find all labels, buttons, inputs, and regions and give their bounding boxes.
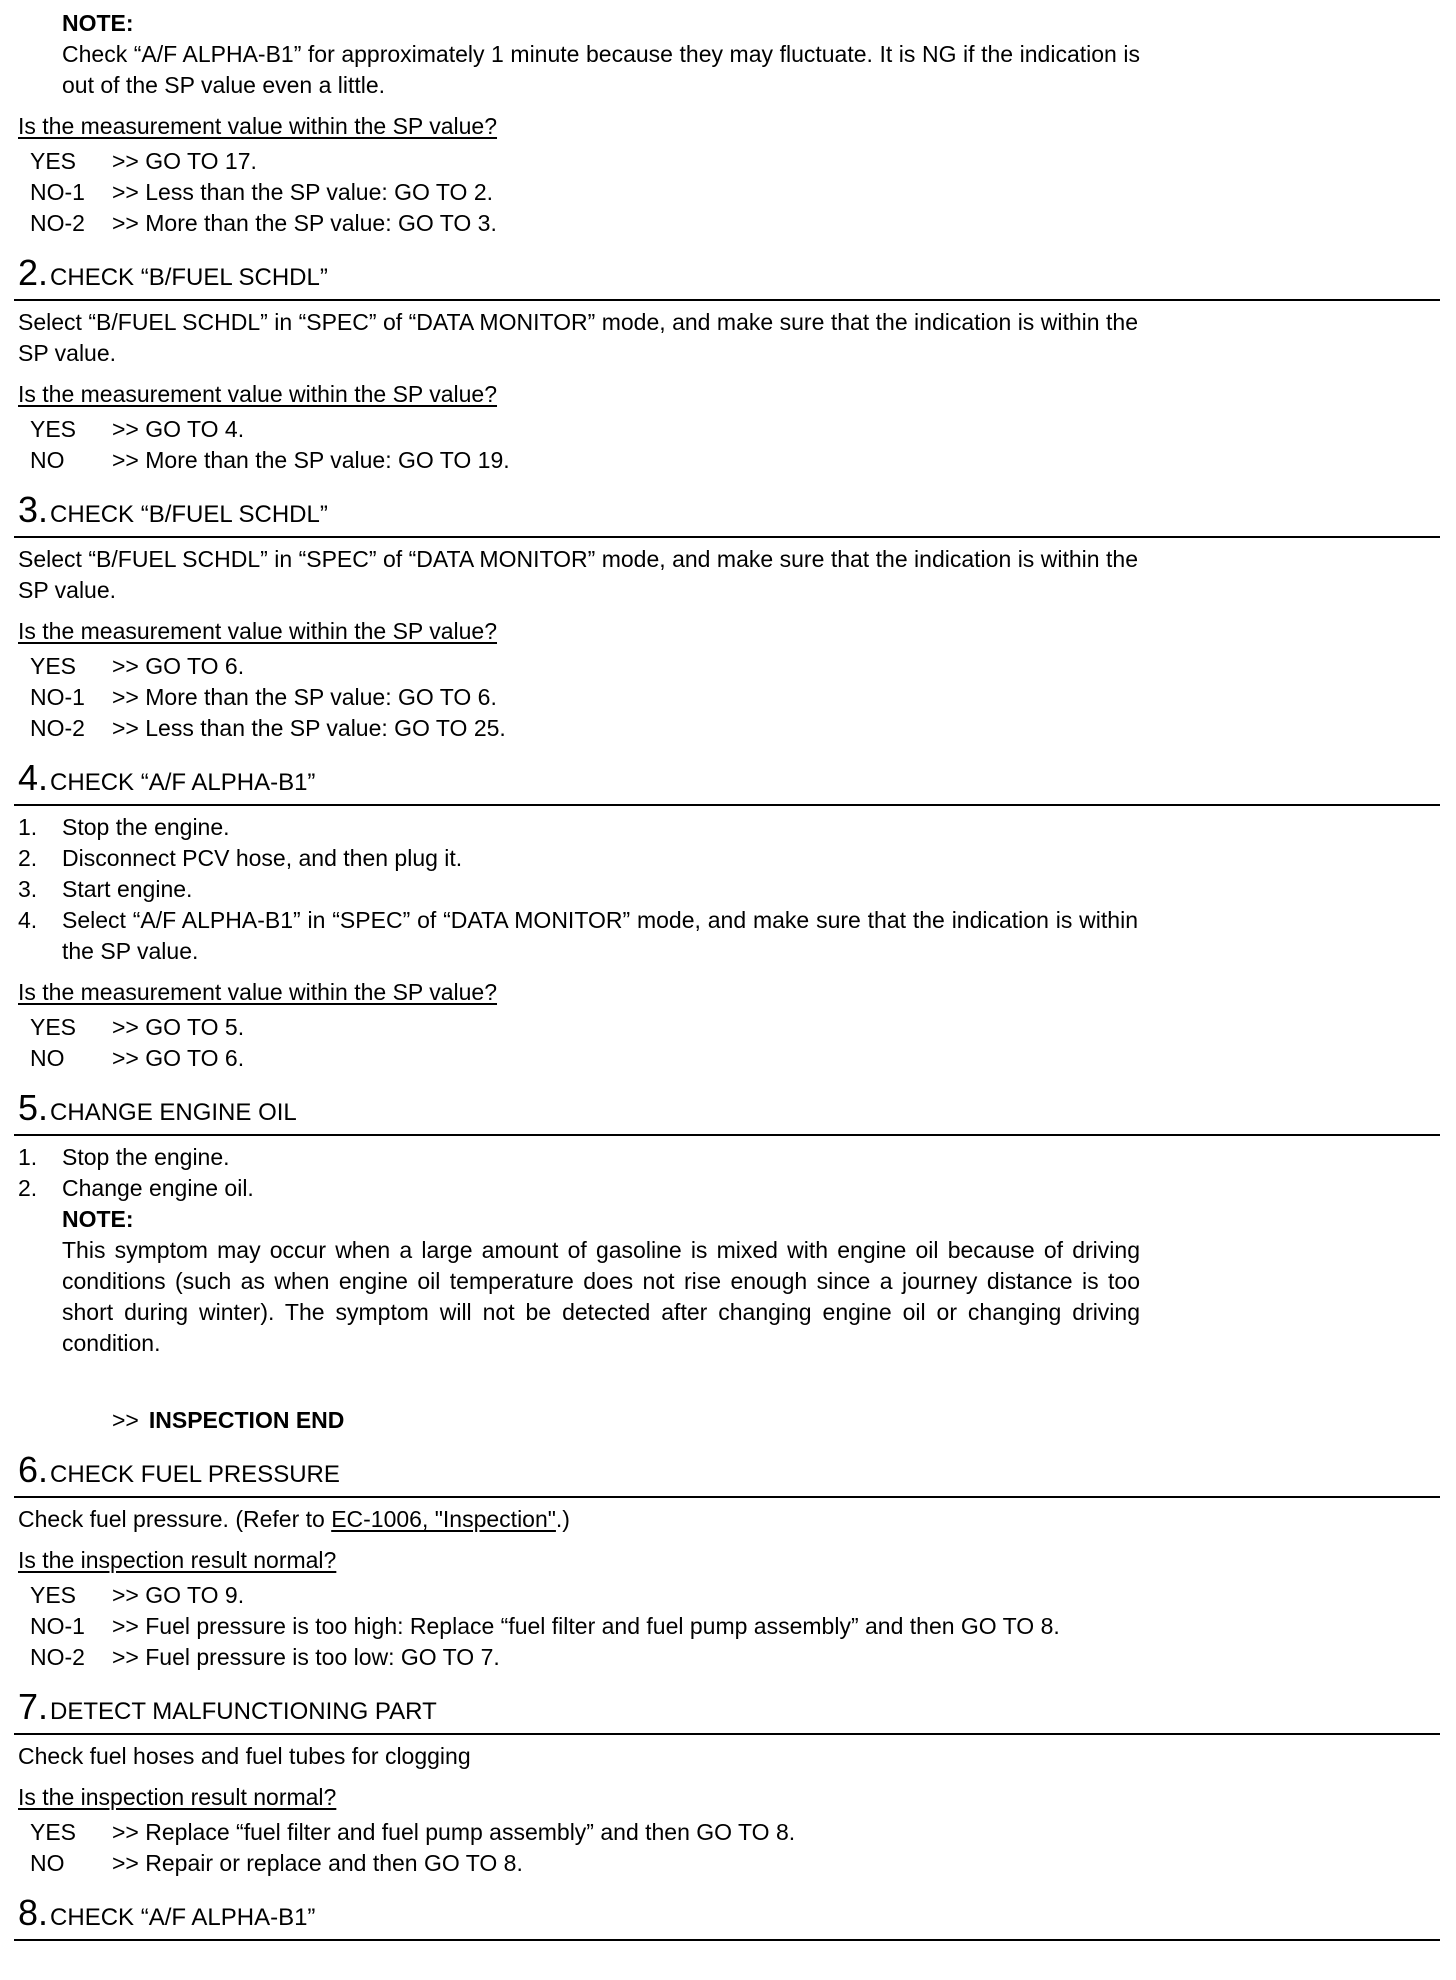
section-divider (14, 1733, 1440, 1735)
section-divider (14, 1496, 1440, 1498)
answer-text: >> More than the SP value: GO TO 19. (112, 447, 510, 473)
section-title: CHECK “A/F ALPHA-B1” (50, 769, 316, 796)
section-8-heading (18, 1893, 1456, 1933)
answer-text: >> GO TO 4. (112, 416, 245, 442)
section-title: CHECK “A/F ALPHA-B1” (50, 1904, 316, 1931)
question-text: Is the inspection result normal? (18, 1547, 337, 1573)
step-text: Change engine oil. (62, 1175, 254, 1201)
step-list (18, 1142, 1456, 1204)
list-item (18, 905, 1138, 967)
answer-label: YES (30, 416, 77, 442)
section-body: Check fuel hoses and fuel tubes for clogging (18, 1743, 471, 1769)
list-item (18, 1173, 1138, 1204)
answer-row (30, 177, 1140, 208)
answer-row (30, 1817, 1140, 1848)
answer-row (30, 208, 1140, 239)
answer-label: NO-2 (30, 210, 85, 236)
section-2-heading (18, 253, 1456, 293)
answer-row (30, 146, 1140, 177)
section-divider (14, 299, 1440, 301)
answer-row (30, 1611, 1140, 1642)
step-number: 4. (18, 907, 38, 933)
list-item (18, 874, 1138, 905)
question-text: Is the measurement value within the SP value? (18, 381, 498, 407)
section-number: 7. (18, 1686, 49, 1727)
section-title: CHANGE ENGINE OIL (50, 1099, 297, 1126)
answer-text: >> Repair or replace and then GO TO 8. (112, 1850, 523, 1876)
answer-text: >> Fuel pressure is too high: Replace “fuel filter and fuel pump assembly” and then GO TO 8. (112, 1613, 1060, 1639)
answer-label: NO-1 (30, 684, 85, 710)
answer-text: >> More than the SP value: GO TO 3. (112, 210, 497, 236)
step-list (18, 812, 1456, 967)
step-text: Stop the engine. (62, 1144, 230, 1170)
answer-row (30, 651, 1140, 682)
answer-row (30, 1642, 1140, 1673)
section-number: 2. (18, 252, 49, 293)
section-4-heading (18, 758, 1456, 798)
question-text: Is the inspection result normal? (18, 1784, 337, 1810)
question-text: Is the measurement value within the SP value? (18, 113, 498, 139)
answer-row (30, 414, 1140, 445)
answer-label: NO-2 (30, 715, 85, 741)
inspection-end-label: INSPECTION END (148, 1407, 345, 1433)
note-text: This symptom may occur when a large amount of gasoline is mixed with engine oil because of driving conditions (such as when engine oil temperature does not rise enough since a journey distance is too short during winter). The symptom will not be detected after changing engine oil or changing driving condition. (62, 1237, 1140, 1356)
answer-label: YES (30, 653, 77, 679)
answer-text: >> Fuel pressure is too low: GO TO 7. (112, 1644, 500, 1670)
answer-text: >> GO TO 5. (112, 1014, 245, 1040)
section-divider (14, 536, 1440, 538)
step-number: 1. (18, 814, 38, 840)
answer-row (30, 445, 1140, 476)
section-number: 4. (18, 757, 49, 798)
step-number: 2. (18, 1175, 38, 1201)
section-number: 8. (18, 1892, 49, 1933)
answer-label: NO-1 (30, 1613, 85, 1639)
answer-text: >> GO TO 6. (112, 653, 245, 679)
section-body: Select “B/FUEL SCHDL” in “SPEC” of “DATA MONITOR” mode, and make sure that the indication is within the SP value. (18, 546, 1138, 603)
section-6-heading (18, 1450, 1456, 1490)
section-5-heading (18, 1088, 1456, 1128)
answer-label: NO-1 (30, 179, 85, 205)
section-divider (14, 1939, 1440, 1941)
answer-text: >> Less than the SP value: GO TO 25. (112, 715, 506, 741)
inspection-end (112, 1405, 1456, 1436)
note-label: NOTE: (62, 1206, 134, 1232)
note-label: NOTE: (62, 10, 134, 36)
body-text: .) (555, 1506, 570, 1532)
answer-list (30, 146, 1140, 239)
answer-list (30, 1817, 1140, 1879)
answer-list (30, 651, 1140, 744)
answer-label: NO (30, 447, 65, 473)
list-item (18, 812, 1138, 843)
section-body: Select “B/FUEL SCHDL” in “SPEC” of “DATA MONITOR” mode, and make sure that the indication is within the SP value. (18, 309, 1138, 366)
section-body (18, 1504, 1138, 1535)
answer-row (30, 713, 1140, 744)
answer-label: YES (30, 148, 77, 174)
section-divider (14, 804, 1440, 806)
answer-row (30, 1580, 1140, 1611)
step-text: Start engine. (62, 876, 193, 902)
answer-label: YES (30, 1582, 77, 1608)
answer-row (30, 682, 1140, 713)
answer-row (30, 1043, 1140, 1074)
list-item (18, 843, 1138, 874)
answer-row (30, 1012, 1140, 1043)
answer-label: NO (30, 1850, 65, 1876)
ec-1006-inspection-link[interactable]: EC-1006, "Inspection" (331, 1506, 556, 1532)
answer-row (30, 1848, 1140, 1879)
section-3-heading (18, 490, 1456, 530)
question-text: Is the measurement value within the SP value? (18, 979, 498, 1005)
step-number: 3. (18, 876, 38, 902)
section-title: CHECK “B/FUEL SCHDL” (50, 264, 328, 291)
section-divider (14, 1134, 1440, 1136)
section-number: 5. (18, 1087, 49, 1128)
answer-text: >> Replace “fuel filter and fuel pump assembly” and then GO TO 8. (112, 1819, 796, 1845)
list-item (18, 1142, 1138, 1173)
step-number: 2. (18, 845, 38, 871)
section-title: DETECT MALFUNCTIONING PART (50, 1698, 437, 1725)
section-number: 3. (18, 489, 49, 530)
answer-label: YES (30, 1014, 77, 1040)
note-block (62, 1204, 1140, 1359)
step-text: Disconnect PCV hose, and then plug it. (62, 845, 463, 871)
answer-list (30, 1012, 1140, 1074)
section-title: CHECK “B/FUEL SCHDL” (50, 501, 328, 528)
answer-text: >> GO TO 6. (112, 1045, 245, 1071)
answer-list (30, 414, 1140, 476)
answer-text: >> GO TO 9. (112, 1582, 245, 1608)
answer-label: YES (30, 1819, 77, 1845)
note-block (62, 8, 1140, 101)
answer-label: NO (30, 1045, 65, 1071)
answer-text: >> Less than the SP value: GO TO 2. (112, 179, 494, 205)
section-number: 6. (18, 1449, 49, 1490)
answer-text: >> GO TO 17. (112, 148, 257, 174)
question-text: Is the measurement value within the SP value? (18, 618, 498, 644)
answer-list (30, 1580, 1140, 1673)
answer-label: NO-2 (30, 1644, 85, 1670)
body-text: Check fuel pressure. (Refer to (18, 1506, 332, 1532)
step-text: Stop the engine. (62, 814, 230, 840)
step-number: 1. (18, 1144, 38, 1170)
result-arrow: >> (112, 1407, 139, 1433)
step-text: Select “A/F ALPHA-B1” in “SPEC” of “DATA MONITOR” mode, and make sure that the indication is within the SP value. (62, 907, 1138, 964)
section-7-heading (18, 1687, 1456, 1727)
answer-text: >> More than the SP value: GO TO 6. (112, 684, 497, 710)
note-text: Check “A/F ALPHA-B1” for approximately 1 minute because they may fluctuate. It is NG if the indication is out of the SP value even a little. (62, 41, 1140, 98)
section-title: CHECK FUEL PRESSURE (50, 1461, 340, 1488)
